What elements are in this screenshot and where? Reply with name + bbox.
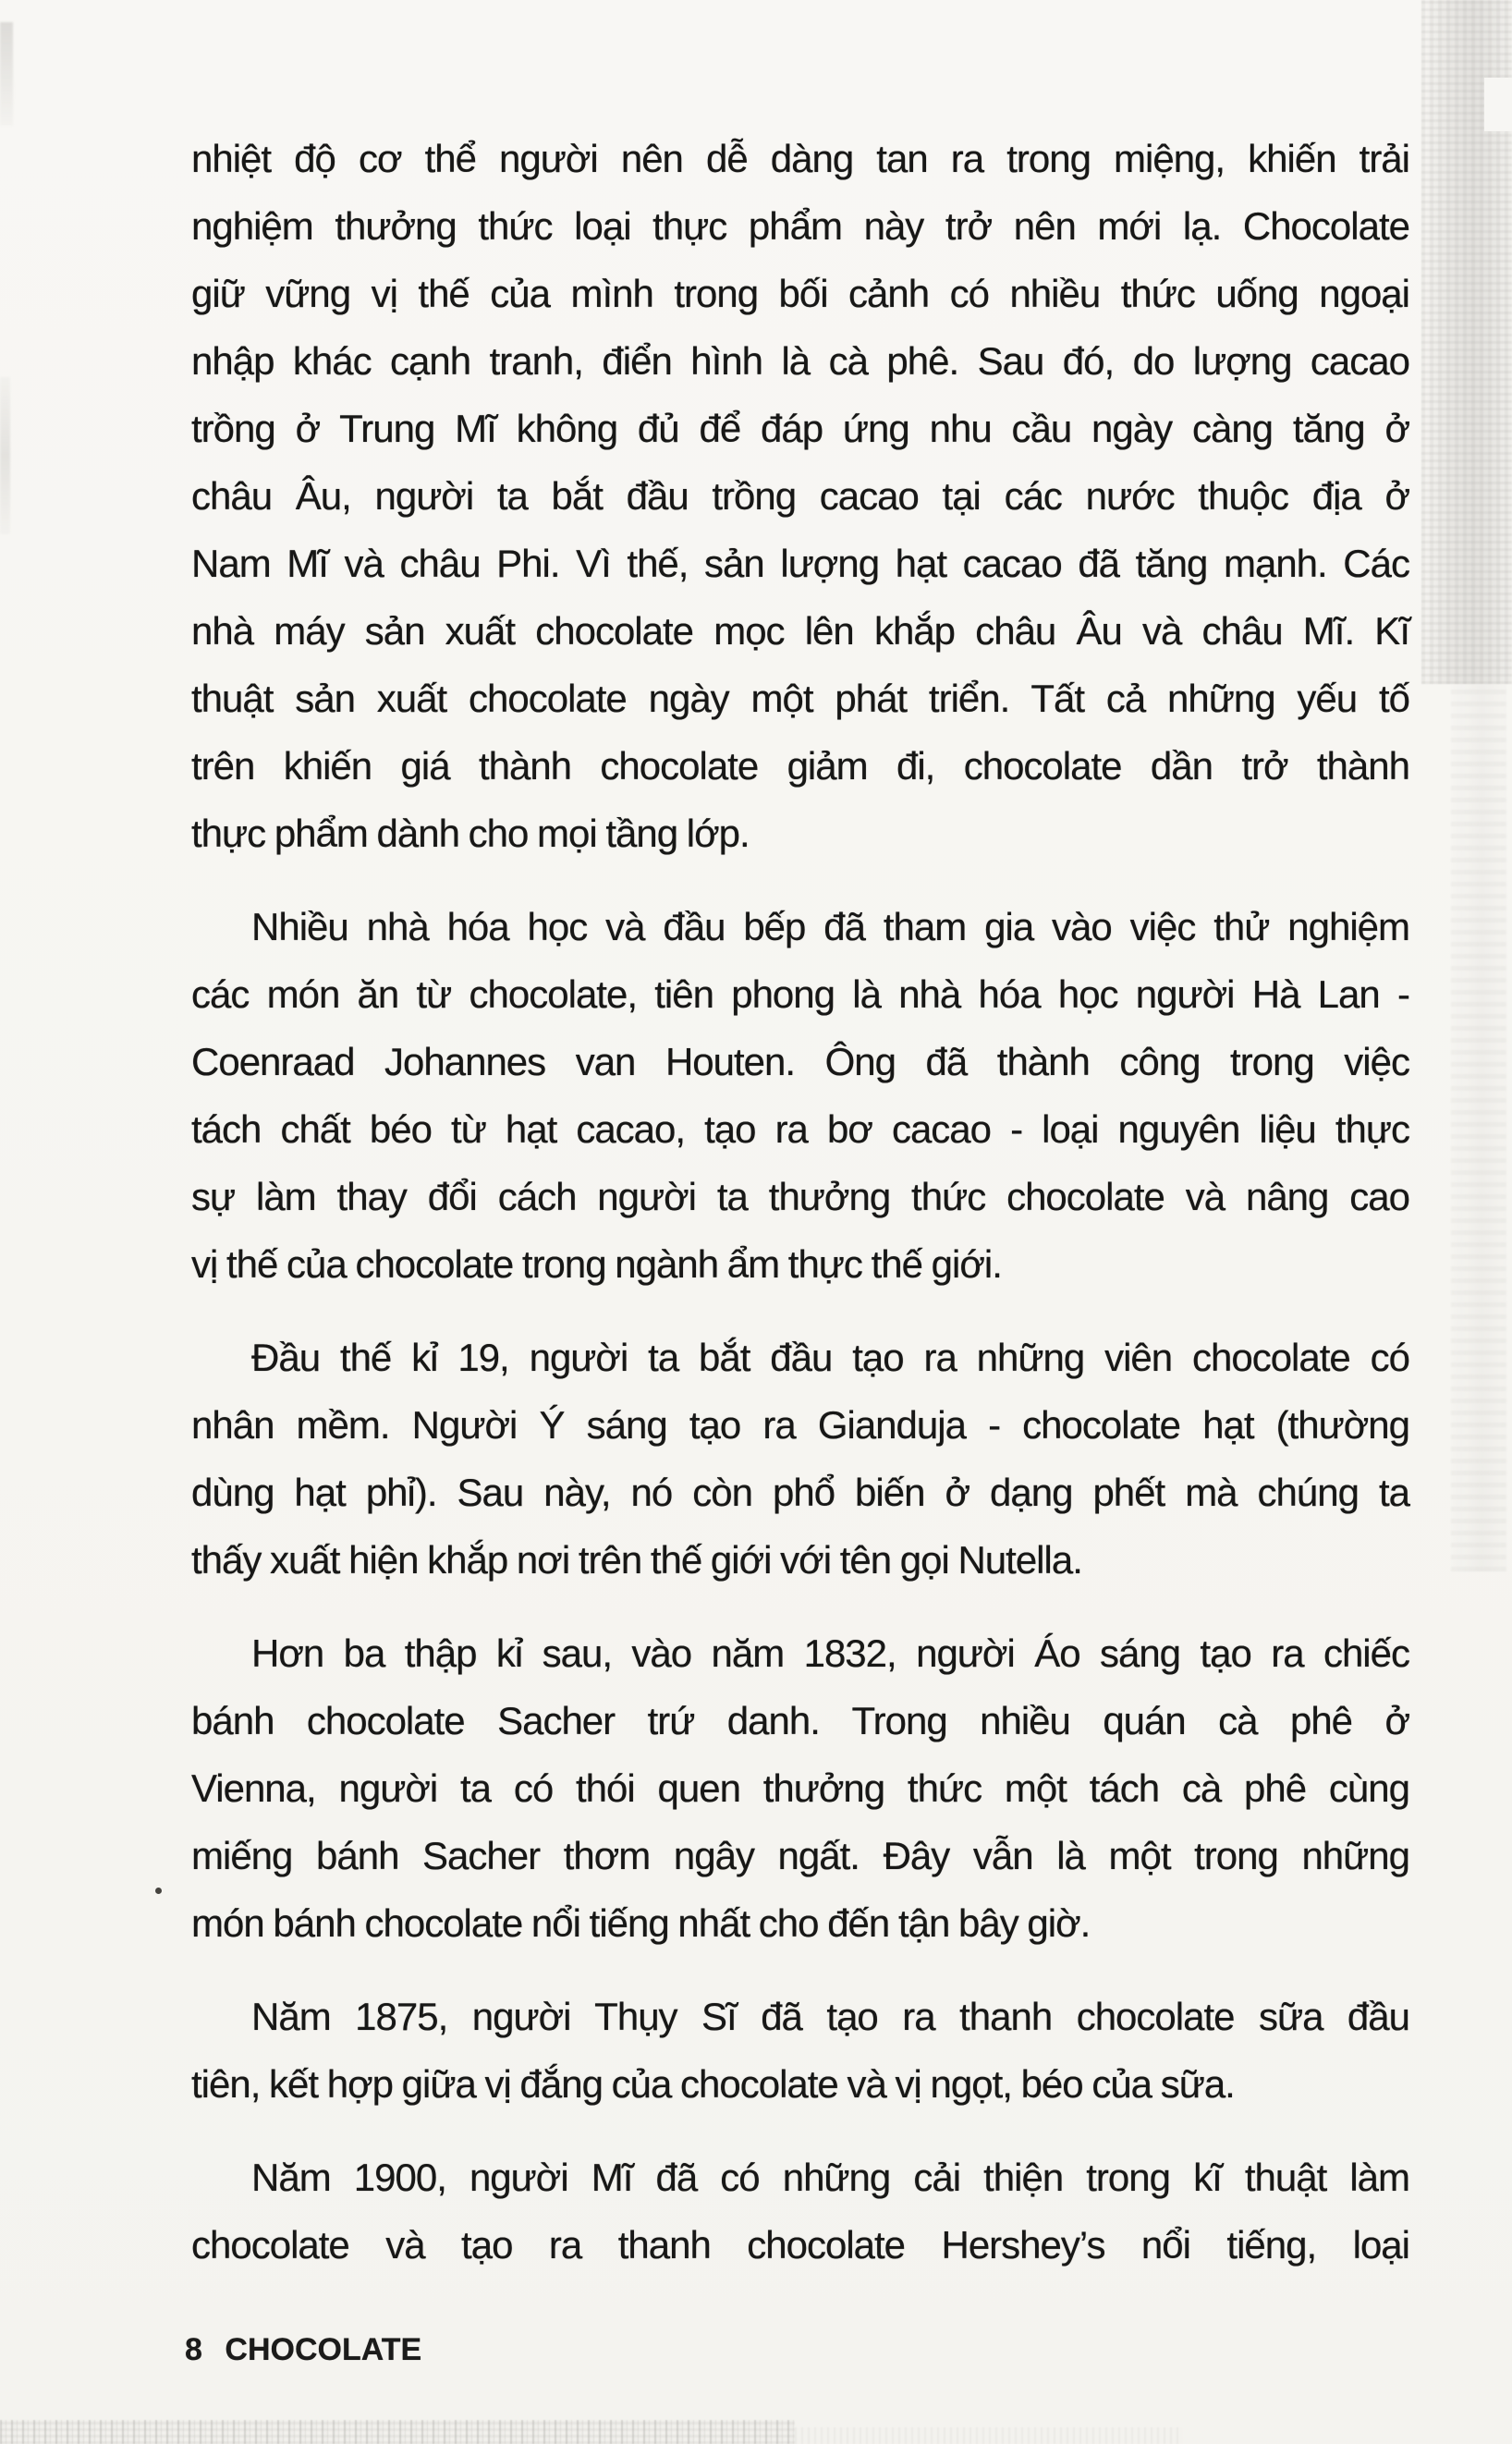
text-line: sự làm thay đổi cách người ta thưởng thức chocolate và nâng cao [191, 1175, 1409, 1218]
text-line: nghiệm thưởng thức loại thực phẩm này trở nên mới lạ. Chocolate [191, 204, 1409, 248]
text-line: Nhiều nhà hóa học và đầu bếp đã tham gia vào việc thử nghiệm [251, 905, 1409, 948]
text-line: trên khiến giá thành chocolate giảm đi, chocolate dần trở thành [191, 744, 1409, 788]
text-line: Hơn ba thập kỉ sau, vào năm 1832, người Áo sáng tạo ra chiếc [251, 1631, 1409, 1675]
page-footer [185, 2332, 421, 2368]
text-line: Nam Mĩ và châu Phi. Vì thế, sản lượng hạt cacao đã tăng mạnh. Các [191, 542, 1409, 585]
text-line: châu Âu, người ta bắt đầu trồng cacao tại các nước thuộc địa ở [191, 474, 1409, 518]
paragraph [191, 1983, 1409, 2118]
text-line: dùng hạt phỉ). Sau này, nó còn phổ biến ở dạng phết mà chúng ta [191, 1471, 1409, 1514]
text-line: nhập khác cạnh tranh, điển hình là cà phê. Sau đó, do lượng cacao [191, 339, 1409, 383]
text-line: nhà máy sản xuất chocolate mọc lên khắp châu Âu và châu Mĩ. Kĩ [191, 609, 1409, 653]
text-line: thuật sản xuất chocolate ngày một phát triển. Tất cả những yếu tố [191, 677, 1409, 720]
scan-artifact-right-band-tail [1451, 684, 1506, 1571]
paragraph [191, 125, 1409, 867]
text-line: Vienna, người ta có thói quen thưởng thức một tách cà phê cùng [191, 1766, 1409, 1810]
scan-artifact-white-notch [1484, 78, 1512, 131]
paragraph [191, 2144, 1409, 2279]
text-line: tách chất béo từ hạt cacao, tạo ra bơ cacao - loại nguyên liệu thực [191, 1107, 1409, 1151]
text-line: trồng ở Trung Mĩ không đủ để đáp ứng nhu cầu ngày càng tăng ở [191, 407, 1409, 450]
text-line: Đầu thế kỉ 19, người ta bắt đầu tạo ra những viên chocolate có [251, 1336, 1409, 1379]
paragraph [191, 1324, 1409, 1594]
text-line: các món ăn từ chocolate, tiên phong là nhà hóa học người Hà Lan - [191, 972, 1409, 1016]
running-title: CHOCOLATE [225, 2332, 422, 2367]
text-line: chocolate và tạo ra thanh chocolate Hershey’s nổi tiếng, loại [191, 2223, 1409, 2267]
page-number: 8 [185, 2332, 203, 2367]
scan-artifact-right-band [1421, 0, 1512, 684]
text-line: giữ vững vị thế của mình trong bối cảnh có nhiều thức uống ngoại [191, 272, 1409, 315]
paragraph [191, 893, 1409, 1298]
text-line: bánh chocolate Sacher trứ danh. Trong nhiều quán cà phê ở [191, 1699, 1409, 1742]
text-line: Coenraad Johannes van Houten. Ông đã thành công trong việc [191, 1040, 1409, 1083]
text-line: tiên, kết hợp giữa vị đắng của chocolate và vị ngọt, béo của sữa. [191, 2062, 1235, 2106]
paragraph [191, 1619, 1409, 1957]
text-line: thấy xuất hiện khắp nơi trên thế giới với tên gọi Nutella. [191, 1538, 1082, 1582]
text-line: nhiệt độ cơ thể người nên dễ dàng tan ra trong miệng, khiến trải [191, 137, 1409, 180]
text-line: Năm 1875, người Thụy Sĩ đã tạo ra thanh chocolate sữa đầu [251, 1995, 1409, 2038]
scan-artifact-bottom-noise-faint [795, 2427, 1183, 2444]
scan-artifact-bottom-noise [0, 2420, 795, 2444]
text-line: nhân mềm. Người Ý sáng tạo ra Gianduja - chocolate hạt (thường [191, 1403, 1409, 1447]
text-line: Năm 1900, người Mĩ đã có những cải thiện trong kĩ thuật làm [251, 2156, 1409, 2199]
scan-artifact-left-smudge-top [0, 22, 13, 126]
text-line: thực phẩm dành cho mọi tầng lớp. [191, 812, 750, 855]
scan-artifact-margin-dot [155, 1888, 162, 1894]
text-line: vị thế của chocolate trong ngành ẩm thực thế giới. [191, 1242, 1002, 1286]
body-text [191, 125, 1409, 2279]
scan-artifact-left-smudge-mid [0, 377, 10, 534]
text-line: món bánh chocolate nổi tiếng nhất cho đến tận bây giờ. [191, 1901, 1091, 1945]
text-line: miếng bánh Sacher thơm ngây ngất. Đây vẫn là một trong những [191, 1834, 1409, 1877]
